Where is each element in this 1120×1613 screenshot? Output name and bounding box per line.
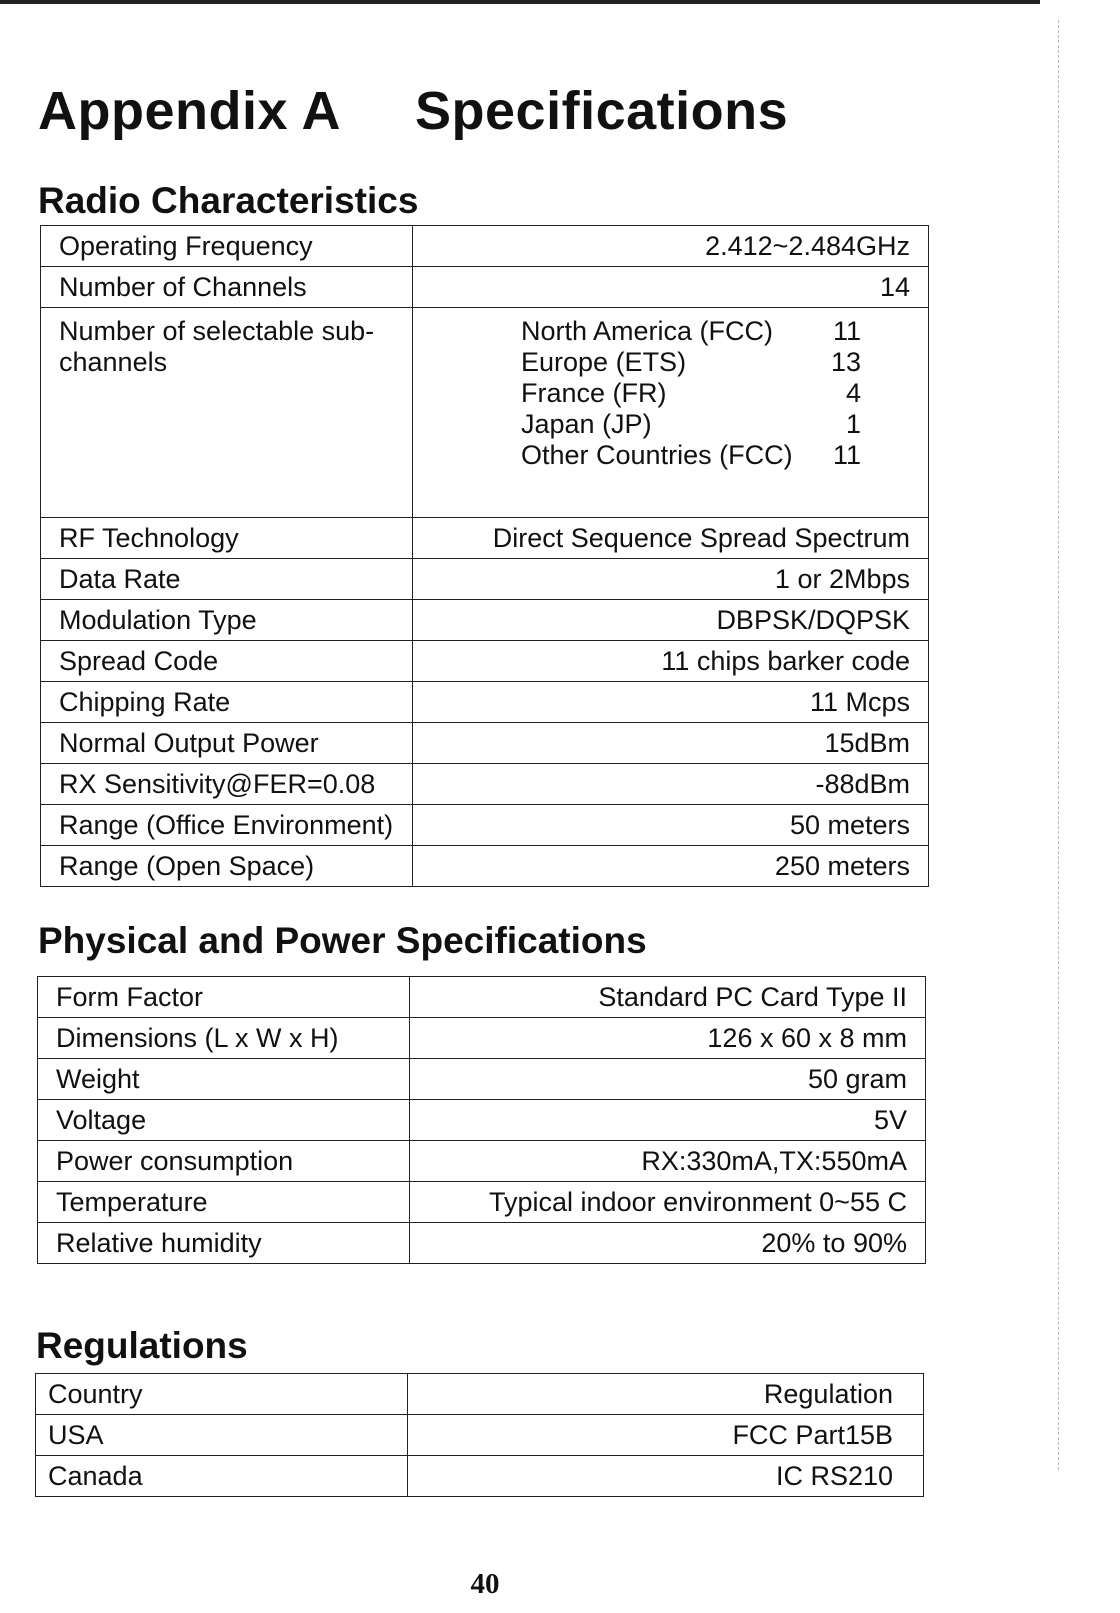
row-label: Number of Channels bbox=[41, 267, 413, 308]
table-row bbox=[41, 805, 929, 846]
row-label: RX Sensitivity@FER=0.08 bbox=[41, 764, 413, 805]
row-value: FCC Part15B bbox=[408, 1415, 924, 1456]
row-value: Typical indoor environment 0~55 C bbox=[410, 1182, 926, 1223]
table-row bbox=[41, 267, 929, 308]
row-value: 15dBm bbox=[413, 723, 929, 764]
table-row bbox=[41, 764, 929, 805]
subchannel-count: 13 bbox=[830, 347, 861, 377]
row-value: 2.412~2.484GHz bbox=[413, 226, 929, 267]
top-rule bbox=[0, 0, 1040, 4]
row-label: Temperature bbox=[38, 1182, 410, 1223]
row-value: -88dBm bbox=[413, 764, 929, 805]
row-value: Standard PC Card Type II bbox=[410, 977, 926, 1018]
table-row bbox=[36, 1456, 924, 1497]
title-specifications: Specifications bbox=[415, 81, 789, 141]
subchannel-region: Japan (JP) bbox=[521, 409, 652, 439]
row-value: IC RS210 bbox=[408, 1456, 924, 1497]
table-row bbox=[38, 1018, 926, 1059]
regulations-heading: Regulations bbox=[36, 1325, 248, 1366]
table-row bbox=[38, 1182, 926, 1223]
subchannel-region: France (FR) bbox=[521, 378, 667, 408]
row-label: Data Rate bbox=[41, 559, 413, 600]
row-value: Direct Sequence Spread Spectrum bbox=[413, 518, 929, 559]
row-label: Dimensions (L x W x H) bbox=[38, 1018, 410, 1059]
row-label: Power consumption bbox=[38, 1141, 410, 1182]
table-row bbox=[38, 1059, 926, 1100]
subchannel-count: 4 bbox=[845, 378, 861, 408]
table-row bbox=[41, 226, 929, 267]
radio-characteristics-table bbox=[40, 225, 929, 887]
row-value: DBPSK/DQPSK bbox=[413, 600, 929, 641]
table-row bbox=[36, 1415, 924, 1456]
subchannel-region: Other Countries (FCC) bbox=[521, 440, 793, 470]
row-label: USA bbox=[36, 1415, 408, 1456]
row-label: Weight bbox=[38, 1059, 410, 1100]
table-row bbox=[41, 559, 929, 600]
row-label: Range (Open Space) bbox=[41, 846, 413, 887]
table-row bbox=[41, 846, 929, 887]
row-value: 126 x 60 x 8 mm bbox=[410, 1018, 926, 1059]
page-number: 40 bbox=[470, 1568, 500, 1600]
radio-characteristics-heading: Radio Characteristics bbox=[38, 180, 419, 221]
row-value: 11 Mcps bbox=[413, 682, 929, 723]
table-row-subchannels bbox=[41, 308, 929, 518]
row-value: 5V bbox=[410, 1100, 926, 1141]
row-value: RX:330mA,TX:550mA bbox=[410, 1141, 926, 1182]
row-label: Relative humidity bbox=[38, 1223, 410, 1264]
table-row bbox=[38, 1100, 926, 1141]
list-item bbox=[521, 409, 861, 440]
row-label: Chipping Rate bbox=[41, 682, 413, 723]
right-edge-rule bbox=[1058, 20, 1059, 1470]
row-label: Range (Office Environment) bbox=[41, 805, 413, 846]
title-appendix: Appendix A bbox=[38, 81, 342, 141]
row-label: Form Factor bbox=[38, 977, 410, 1018]
row-value: 1 or 2Mbps bbox=[413, 559, 929, 600]
row-label: Spread Code bbox=[41, 641, 413, 682]
row-label: Modulation Type bbox=[41, 600, 413, 641]
physical-power-heading: Physical and Power Specifications bbox=[38, 920, 647, 961]
row-value: 250 meters bbox=[413, 846, 929, 887]
physical-power-table bbox=[37, 976, 926, 1264]
row-label: Normal Output Power bbox=[41, 723, 413, 764]
row-value: Regulation bbox=[408, 1374, 924, 1415]
list-item bbox=[521, 440, 861, 471]
table-row bbox=[41, 682, 929, 723]
table-row bbox=[38, 1223, 926, 1264]
list-item bbox=[521, 378, 861, 409]
row-value: 14 bbox=[413, 267, 929, 308]
subchannels-label: Number of selectable sub-channels bbox=[41, 308, 413, 518]
table-row bbox=[36, 1374, 924, 1415]
row-value: 50 meters bbox=[413, 805, 929, 846]
regulations-table bbox=[35, 1373, 924, 1497]
subchannels-list bbox=[521, 316, 861, 471]
table-row bbox=[38, 977, 926, 1018]
table-row bbox=[41, 641, 929, 682]
subchannel-count: 11 bbox=[832, 316, 861, 346]
table-row bbox=[38, 1141, 926, 1182]
subchannel-region: Europe (ETS) bbox=[521, 347, 687, 377]
row-label: Country bbox=[36, 1374, 408, 1415]
row-label: Operating Frequency bbox=[41, 226, 413, 267]
table-row bbox=[41, 518, 929, 559]
page-title bbox=[38, 80, 788, 142]
row-label: RF Technology bbox=[41, 518, 413, 559]
row-label: Voltage bbox=[38, 1100, 410, 1141]
row-value: 11 chips barker code bbox=[413, 641, 929, 682]
subchannel-count: 11 bbox=[832, 440, 861, 470]
subchannel-count: 1 bbox=[845, 409, 861, 439]
row-label: Canada bbox=[36, 1456, 408, 1497]
table-row bbox=[41, 600, 929, 641]
list-item bbox=[521, 316, 861, 347]
table-row bbox=[41, 723, 929, 764]
list-item bbox=[521, 347, 861, 378]
subchannel-region: North America (FCC) bbox=[521, 316, 774, 346]
row-value: 20% to 90% bbox=[410, 1223, 926, 1264]
row-value: 50 gram bbox=[410, 1059, 926, 1100]
subchannels-value bbox=[413, 308, 929, 518]
